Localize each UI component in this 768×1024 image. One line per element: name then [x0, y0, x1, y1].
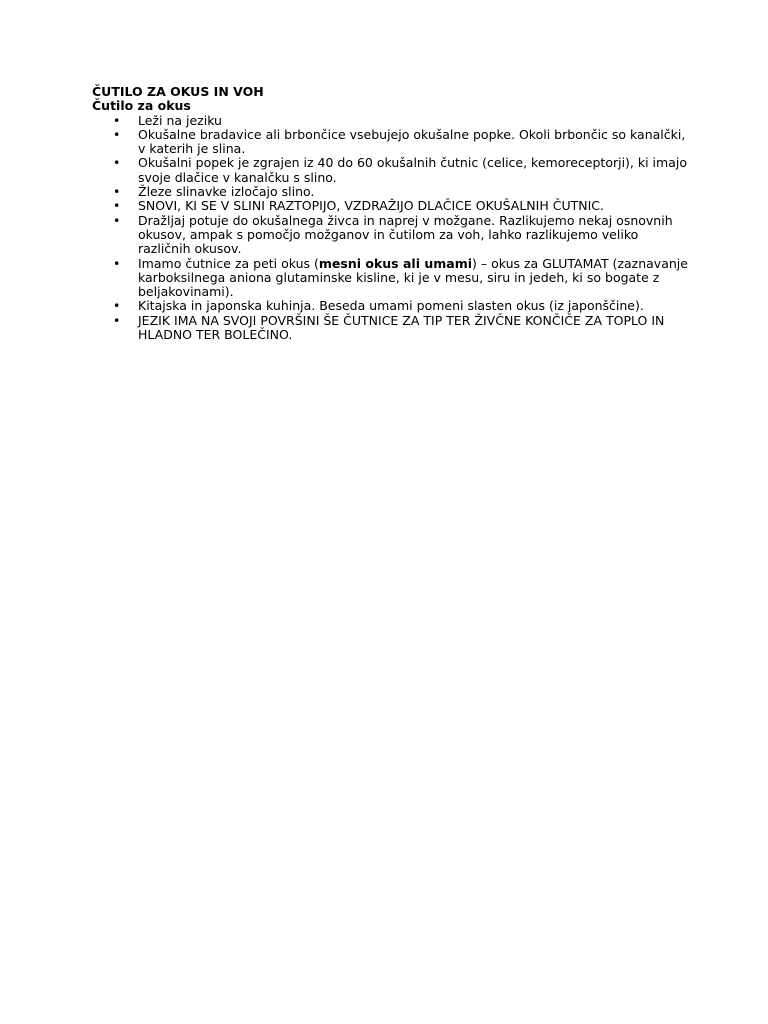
list-item-text: Dražljaj potuje do okušalnega živca in naprej v možgane. Razlikujemo nekaj osnovnih okusov, ampak s pomočjo možganov in čutilom za voh, lahko razlikujemo veliko različnih okusov. — [138, 212, 673, 257]
bullet-icon: • — [113, 212, 121, 228]
list-item-text-bold: mesni okus ali umami — [318, 255, 473, 271]
list-item — [92, 185, 692, 199]
bullet-icon: • — [113, 112, 121, 128]
list-item-text: Okušalne bradavice ali brbončice vsebujejo okušalne popke. Okoli brbončic so kanalčki, v katerih je slina. — [138, 126, 686, 157]
bullet-icon: • — [113, 198, 121, 214]
bullet-icon: • — [113, 184, 121, 200]
list-item-text-before: Imamo čutnice za peti okus ( — [138, 255, 319, 271]
list-item-text-after: ) – okus za GLUTAMAT (zaznavanje karboksilnega aniona glutaminske kisline, ki je v mesu, siru in jedeh, ki so bogate z beljakovinami). — [138, 255, 688, 300]
list-item-text: Leži na jeziku — [138, 112, 222, 128]
list-item — [92, 257, 692, 300]
list-item — [92, 128, 692, 157]
list-item-text: Okušalni popek je zgrajen iz 40 do 60 okušalnih čutnic (celice, kemoreceptorji), ki imajo svoje dlačice v kanalčku s slino. — [138, 155, 687, 185]
list-item — [92, 314, 692, 343]
document-body — [92, 85, 692, 342]
document-title: ČUTILO ZA OKUS IN VOH — [92, 84, 264, 99]
list-item-text: Kitajska in japonska kuhinja. Beseda umami pomeni slasten okus (iz japonščine). — [138, 298, 644, 314]
bullet-list — [92, 114, 692, 343]
list-item — [92, 199, 692, 213]
bullet-icon: • — [113, 312, 121, 328]
list-item-text: JEZIK IMA NA SVOJI POVRŠINI ŠE ČUTNICE ZA TIP TER ŽIVČNE KONČIČE ZA TOPLO IN HLADNO TER BOLEČINO. — [138, 312, 665, 343]
bullet-icon: • — [113, 255, 121, 271]
bullet-icon: • — [113, 126, 121, 142]
bullet-icon: • — [113, 155, 121, 171]
list-item-text: SNOVI, KI SE V SLINI RAZTOPIJO, VZDRAŽIJO DLAČICE OKUŠALNIH ČUTNIC. — [138, 198, 604, 214]
document-subtitle: Čutilo za okus — [92, 98, 191, 114]
list-item — [92, 114, 692, 128]
list-item-text: Žleze slinavke izločajo slino. — [138, 184, 315, 200]
list-item — [92, 214, 692, 257]
list-item — [92, 156, 692, 185]
bullet-icon: • — [113, 298, 121, 314]
list-item — [92, 299, 692, 313]
